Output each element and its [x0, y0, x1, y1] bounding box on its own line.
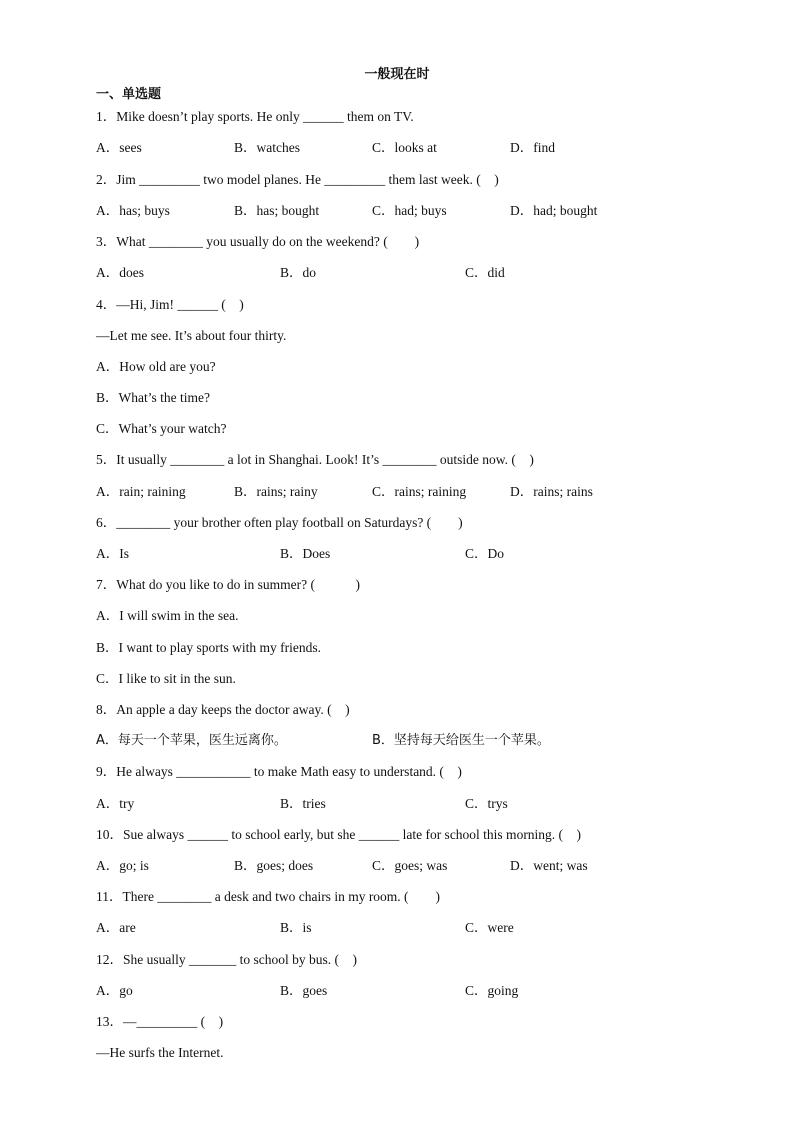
option-c[interactable]: C．goes; was: [372, 858, 448, 873]
question-11-stem: 11．There ________ a desk and two chairs in my room. ( ): [96, 889, 441, 904]
question-11-options: [96, 919, 716, 937]
option-c[interactable]: C．going: [465, 983, 519, 998]
question-7-option-b[interactable]: B．I want to play sports with my friends.: [96, 640, 321, 655]
question-13-reply: —He surfs the Internet.: [96, 1045, 224, 1060]
question-1-options: [96, 139, 716, 157]
question-5-stem: 5．It usually ________ a lot in Shanghai. Look! It’s ________ outside now. ( ): [96, 452, 534, 467]
option-d[interactable]: D．find: [510, 140, 555, 155]
option-b[interactable]: B．坚持每天给医生一个苹果。: [372, 733, 550, 748]
option-a[interactable]: A．go: [96, 983, 133, 998]
option-a[interactable]: A．try: [96, 796, 135, 811]
question-7-stem: 7．What do you like to do in summer? ( ): [96, 577, 360, 592]
option-c[interactable]: C．were: [465, 920, 514, 935]
option-a[interactable]: A．go; is: [96, 858, 149, 873]
option-b[interactable]: B．has; bought: [234, 203, 320, 218]
option-b[interactable]: B．goes: [280, 983, 328, 998]
page-title: 一般现在时: [364, 67, 430, 82]
option-d[interactable]: D．had; bought: [510, 203, 598, 218]
option-c[interactable]: C．trys: [465, 796, 508, 811]
option-b[interactable]: B．do: [280, 265, 317, 280]
option-a[interactable]: A．does: [96, 265, 144, 280]
question-2-stem: 2．Jim _________ two model planes. He _________ them last week. ( ): [96, 172, 499, 187]
question-10-options: [96, 857, 716, 875]
option-b[interactable]: B．tries: [280, 796, 326, 811]
option-b[interactable]: B．watches: [234, 140, 300, 155]
option-d[interactable]: D．went; was: [510, 858, 588, 873]
question-8-stem: 8．An apple a day keeps the doctor away. ( ): [96, 702, 350, 717]
question-12-options: [96, 982, 716, 1000]
question-3-options: [96, 264, 716, 282]
question-4-option-b[interactable]: B．What’s the time?: [96, 390, 210, 405]
question-1-stem: 1．Mike doesn’t play sports. He only ______ them on TV.: [96, 109, 414, 124]
option-b[interactable]: B．goes; does: [234, 858, 314, 873]
question-9-stem: 9．He always ___________ to make Math easy to understand. ( ): [96, 764, 462, 779]
question-9-options: [96, 795, 716, 813]
question-4-stem: 4．—Hi, Jim! ______ ( ): [96, 297, 244, 312]
question-6-stem: 6．________ your brother often play football on Saturdays? ( ): [96, 515, 463, 530]
option-d[interactable]: D．rains; rains: [510, 484, 593, 499]
question-13-stem: 13．—_________ ( ): [96, 1014, 224, 1029]
question-4-option-a[interactable]: A．How old are you?: [96, 359, 216, 374]
question-4-reply: —Let me see. It’s about four thirty.: [96, 328, 287, 343]
question-8-options: [96, 732, 716, 750]
option-a[interactable]: A．are: [96, 920, 136, 935]
question-3-stem: 3．What ________ you usually do on the weekend? ( ): [96, 234, 420, 249]
option-a[interactable]: A．rain; raining: [96, 484, 186, 499]
question-7-option-c[interactable]: C．I like to sit in the sun.: [96, 671, 236, 686]
option-c[interactable]: C．did: [465, 265, 505, 280]
question-4-option-c[interactable]: C．What’s your watch?: [96, 421, 227, 436]
option-a[interactable]: A．has; buys: [96, 203, 170, 218]
question-2-options: [96, 202, 716, 220]
option-b[interactable]: B．Does: [280, 546, 331, 561]
option-c[interactable]: C．rains; raining: [372, 484, 467, 499]
option-c[interactable]: C．Do: [465, 546, 505, 561]
question-7-option-a[interactable]: A．I will swim in the sea.: [96, 608, 239, 623]
option-c[interactable]: C．looks at: [372, 140, 437, 155]
option-c[interactable]: C．had; buys: [372, 203, 447, 218]
question-5-options: [96, 483, 716, 501]
option-a[interactable]: A．每天一个苹果，医生远离你。: [96, 733, 287, 748]
question-12-stem: 12．She usually _______ to school by bus. ( ): [96, 952, 357, 967]
option-b[interactable]: B．rains; rainy: [234, 484, 318, 499]
section-heading: 一、单选题: [96, 87, 162, 102]
option-b[interactable]: B．is: [280, 920, 312, 935]
question-10-stem: 10．Sue always ______ to school early, but she ______ late for school this morning. ( ): [96, 827, 582, 842]
question-6-options: [96, 545, 716, 563]
option-a[interactable]: A．sees: [96, 140, 142, 155]
option-a[interactable]: A．Is: [96, 546, 129, 561]
